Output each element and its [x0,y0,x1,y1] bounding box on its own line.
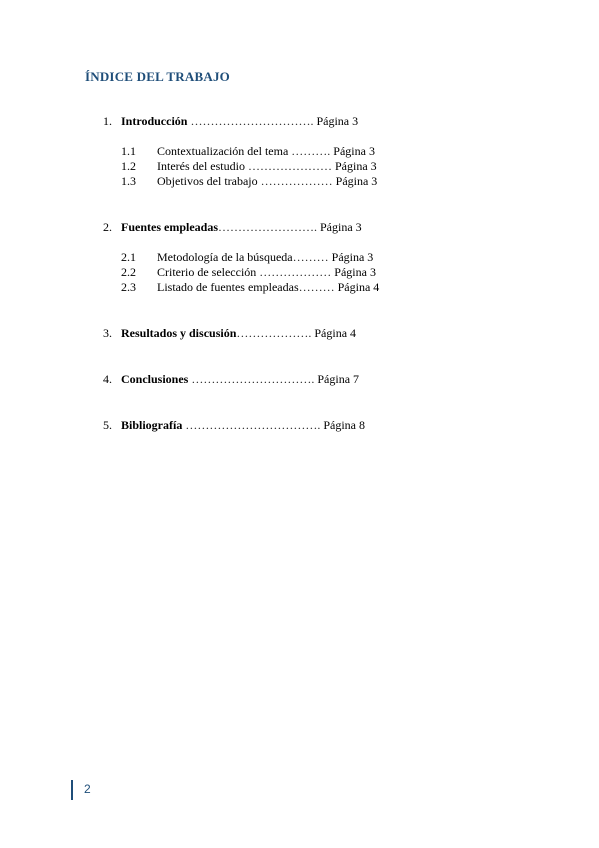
toc-entry-title: Fuentes empleadas [121,220,218,234]
toc-entry-page: Página 7 [317,372,360,386]
toc-entry-text [157,159,377,174]
toc-entry-page: Página 4 [337,280,380,294]
toc-leader-dots: ……………… [256,265,332,279]
toc-entry-text [121,372,359,387]
toc-entry-title: Bibliografía [121,418,183,432]
page-title: ÍNDICE DEL TRABAJO [85,69,230,84]
toc-entry-text [121,220,362,235]
toc-entry-text [121,326,356,341]
toc-entry-title: Metodología de la búsqueda [157,250,293,264]
toc-leader-dots: ……………………. [218,220,317,234]
toc-entry-text [121,114,358,129]
toc-entry-text [157,265,376,280]
toc-leader-dots: ………………. [236,326,312,340]
toc-entry-title: Conclusiones [121,372,189,386]
toc-entry-page: Página 4 [314,326,357,340]
toc-entry-title: Criterio de selección [157,265,257,279]
toc-entry-title: Objetivos del trabajo [157,174,258,188]
footer-page-number: 2 [84,782,91,796]
toc-entry-title: Interés del estudio [157,159,245,173]
toc-entry-page: Página 3 [331,250,374,264]
toc-entry-text [157,280,379,295]
toc-entry-number: 5. [103,418,112,432]
toc-leader-dots: ……………… [257,174,333,188]
toc-entry-page: Página 3 [320,220,362,234]
toc-entry-text [157,144,375,159]
toc-leader-dots: ………. [288,144,331,158]
toc-leader-dots: ……… [292,250,329,264]
toc-entry-number: 2.3 [121,280,136,294]
toc-entry-page: Página 3 [334,159,377,173]
toc-entry-number: 1.2 [121,159,136,173]
toc-entry-number: 4. [103,372,112,386]
toc-leader-dots: ……………………………. [182,418,321,432]
toc-entry-title: Listado de fuentes empleadas [157,280,299,294]
toc-entry-page: Página 3 [333,144,375,158]
toc-entry-number: 1.3 [121,174,136,188]
toc-entry-text [121,418,365,433]
toc-entry-text [157,250,373,265]
toc-entry-page: Página 3 [335,174,378,188]
toc-entry-number: 3. [103,326,112,340]
toc-leader-dots: ……… [298,280,335,294]
footer-accent-bar [71,780,73,800]
toc-entry-page: Página 3 [334,265,376,279]
toc-entry-number: 2.1 [121,250,136,264]
toc-entry-title: Resultados y discusión [121,326,237,340]
toc-entry-title: Contextualización del tema [157,144,289,158]
toc-leader-dots: …………………………. [188,372,315,386]
toc-entry-title: Introducción [121,114,188,128]
toc-entry-text [157,174,377,189]
toc-entry-page: Página 3 [316,114,359,128]
toc-entry-number: 1. [103,114,112,128]
toc-entry-number: 2.2 [121,265,136,279]
toc-leader-dots: ………………… [244,159,332,173]
toc-entry-page: Página 8 [323,418,366,432]
toc-leader-dots: …………………………. [187,114,314,128]
toc-entry-number: 2. [103,220,112,234]
toc-entry-number: 1.1 [121,144,136,158]
